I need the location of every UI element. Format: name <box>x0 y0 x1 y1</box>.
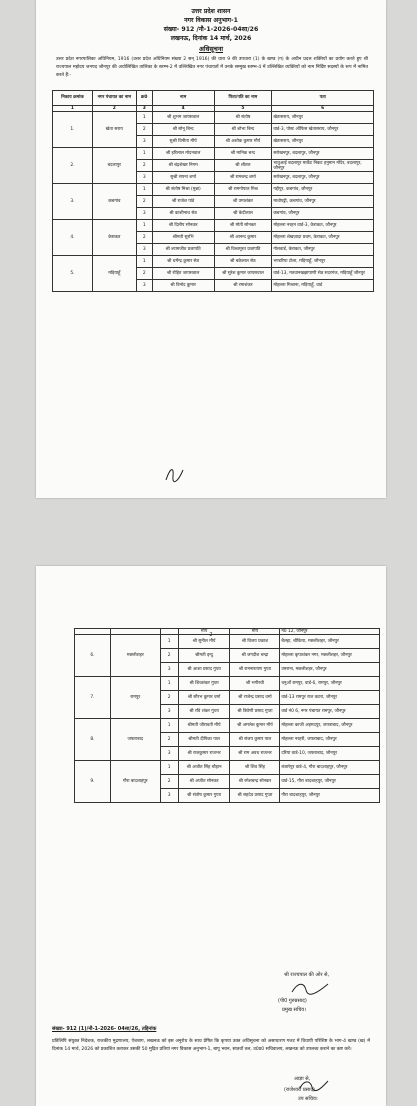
member-name: श्री धर्मेन्द्र कुमार सेठ <box>152 256 214 268</box>
father-or-husband-name: श्री अमलेश कुमार मौर्य <box>230 719 280 733</box>
member-name: श्री विनोद कुमार <box>152 280 214 292</box>
serial-number: 2 <box>160 691 178 705</box>
body-name: रामपुर <box>110 677 160 719</box>
address: उमराना, मछलीशहर, जौनपुर <box>280 663 380 677</box>
serial-number: 3 <box>160 663 178 677</box>
father-or-husband-name: श्री रमेशचन्द्र सोनकर <box>230 775 280 789</box>
member-name: श्री दिलीप सोनकर <box>152 220 214 232</box>
intro-paragraph: उत्तर प्रदेश नगरपालिका अधिनियम, 1916 (उत्तर प्रदेश अधिनियम संख्या 2 सन् 1916) की धारा 9 की उपधारा (1) के खण्ड (ग) के अधीन प्रदत्त शक्तियों का प्रयोग करते हुए श्री राज्यपाल महोदय जनपद जौनपुर की अधोलिखित तालिका के स्तम्भ-2 में उल्लिखित नगर पंचायतों में उनके सम्मुख स्तम्भ-4 में उल्लिखित व्यक्तियों को नाम निर्दिष्ट सदस्यों के रूप में नामित करते हैं:- <box>56 57 368 78</box>
address: वार्ड नं0 6, नगर पंचायत रामपुर, जौनपुर <box>280 705 380 719</box>
address: गद्दीपुर, कचगांव, जौनपुर <box>272 184 374 196</box>
body-number: 5. <box>53 256 93 292</box>
address: माधोपट्टी, कचगांव, जौनपुर <box>272 196 374 208</box>
body-name: गौरा बादशाहपुर <box>110 761 160 803</box>
serial-number: 2 <box>160 733 178 747</box>
table-row <box>53 184 374 196</box>
father-or-husband-name: श्री रमाशंकर <box>214 280 272 292</box>
member-name: श्री चंद्रशेखर निगम <box>152 160 214 172</box>
table-row <box>75 761 380 775</box>
member-name: श्री राजेश पांडे <box>152 196 214 208</box>
father-or-husband-name: श्री विश्वमूरत प्रजापति <box>214 244 272 256</box>
table-row <box>75 635 380 649</box>
column-header: क्र0 <box>136 91 152 106</box>
address: भातुआई बदलापुर मार्केट निकट हनुमान मंदिर, बदलापुर, जौनपुर <box>272 160 374 172</box>
address: मोहल्ला मिश्राना, मड़ियाहूँ, वार्ड <box>272 280 374 292</box>
member-name: श्री अजीत सोनकर <box>178 775 230 789</box>
member-name: श्री श्यामजीत प्रजापति <box>152 244 214 256</box>
table-row <box>75 719 380 733</box>
body-name: कचगांव <box>92 184 136 220</box>
father-or-husband-name: श्री जगदीश चन्द्रा <box>230 649 280 663</box>
serial-number: 1 <box>136 184 152 196</box>
member-name: श्रीमती सुरभि <box>152 232 214 244</box>
body-name: खेता सराय <box>92 112 136 148</box>
address: धनुआँ रामपुर, वार्ड-6, रामपुर, जौनपुर <box>280 677 380 691</box>
serial-number: 1 <box>160 719 178 733</box>
serial-number: 3 <box>136 244 152 256</box>
body-name: बदलापुर <box>92 148 136 184</box>
father-or-husband-name: श्री आनन्द कुमार <box>214 232 272 244</box>
serial-number: 1 <box>136 148 152 160</box>
address: बैलहा, चौकिया, मछलीशहर, जौनपुर <box>280 635 380 649</box>
father-or-husband-name: श्री भगीरथी <box>230 677 280 691</box>
member-name: श्री शुभम जायसवाल <box>152 112 214 124</box>
address: वार्ड-13 रामपुर राज कटरा, जौनपुर <box>280 691 380 705</box>
father-or-husband-name: श्री मोती सोनकर <box>214 220 272 232</box>
column-number: 4 <box>152 106 214 112</box>
header-row <box>53 91 374 106</box>
member-name: श्री शिवशंकर गुप्ता <box>178 677 230 691</box>
serial-number: 2 <box>160 775 178 789</box>
father-or-husband-name: श्री त्रिवेणी प्रसाद गुप्ता <box>230 705 280 719</box>
serial-number: 1 <box>136 112 152 124</box>
member-name: श्री आशा प्रसाद गुप्ता <box>178 663 230 677</box>
address: कचगांव, जौनपुर <box>272 208 374 220</box>
address: मोहल्ला काजी अहमदपुर, जफराबाद, जौनपुर <box>280 719 380 733</box>
copy-paragraph: प्रतिलिपि संयुक्त निदेशक, राजकीय मुद्रणालय, ऐशबाग, लखनऊ को इस अनुरोध के साथ प्रेषित कि कृपया उक्त अधिसूचना को असाधारण गजट में विधायी परिशिष्ट के भाग-4 खण्ड (ख) में दिनांक 14 मार्च, 2026 को प्रकाशित कराकर उसकी 50 मुद्रित प्रतियां नगर विकास अनुभाग-1, बापू भवन, सातवाँ तल, उ0प्र0 सचिवालय, लखनऊ को उपलब्ध कराने का कष्ट करें। <box>52 1039 370 1052</box>
member-name: सुश्री विनीता मौर्य <box>152 136 214 148</box>
member-name: श्री अजीत सिंह चौहान <box>178 761 230 775</box>
body-name: मछलीशहर <box>110 635 160 677</box>
serial-number: 1 <box>160 677 178 691</box>
column-number: 6 <box>272 106 374 112</box>
column-number: 5 <box>214 106 272 112</box>
reference-line: संख्या- 912 (1)/नौ-1-2026- 04सा/26, तद्दिनांक <box>52 1026 157 1032</box>
body-name: मड़ियाहूँ <box>92 256 136 292</box>
member-name: श्रीमती इन्दु <box>178 649 230 663</box>
column-number: 3 <box>136 106 152 112</box>
father-or-husband-name: श्री केदीलाल <box>214 208 272 220</box>
header-department: नगर विकास अनुभाग-1 <box>184 17 238 24</box>
serial-number: 2 <box>136 196 152 208</box>
signatory1-title: प्रमुख सचिव। <box>282 1007 307 1013</box>
address: दरिया वार्ड-10, जफराबाद, जौनपुर <box>280 747 380 761</box>
serial-number: 1 <box>160 761 178 775</box>
signatory1-name: (पी0 गुरुप्रसाद) <box>278 998 307 1004</box>
body-number: 7. <box>75 677 111 719</box>
member-name: श्री सुनील मौर्य <box>178 635 230 649</box>
table-row <box>53 112 374 124</box>
body-number: 1. <box>53 112 93 148</box>
initials-mark <box>164 464 186 484</box>
serial-number: 3 <box>160 789 178 803</box>
address: मोहल्ला नरहन वार्ड-3, केराकत, जौनपुर <box>272 220 374 232</box>
table-row <box>53 220 374 232</box>
column-number: 2 <box>92 106 136 112</box>
father-or-husband-name: श्री विजय प्रकाश <box>230 635 280 649</box>
governor-line: श्री राज्यपाल की ओर से, <box>284 972 330 978</box>
column-header: नगर पंचायत का नाम <box>92 91 136 106</box>
order-label: आज्ञा से, <box>294 1076 311 1082</box>
father-or-husband-name: श्री राजेन्द्र प्रसाद वर्मा <box>230 691 280 705</box>
serial-number: 2 <box>136 268 152 280</box>
carry-over-cell: नं0 12, जौनपुर <box>280 629 380 635</box>
member-name: श्रीमती जीरावती मौर्य <box>178 719 230 733</box>
serial-number: 2 <box>136 232 152 244</box>
serial-number: 3 <box>136 172 152 184</box>
body-number: 8. <box>75 719 111 761</box>
body-number: 3. <box>53 184 93 220</box>
table-row <box>53 256 374 268</box>
page-number: -2- <box>207 632 215 638</box>
carry-over-cell: मौर्य <box>178 629 230 635</box>
serial-number: 2 <box>160 649 178 663</box>
column-number: 1 <box>53 106 93 112</box>
father-or-husband-name: श्री सहदेव प्रसाद गुप्ता <box>230 789 280 803</box>
member-name: श्री राजकुमार राजभर <box>178 747 230 761</box>
serial-number: 3 <box>136 136 152 148</box>
father-or-husband-name: श्री सुरेश कुमार जायसवाल <box>214 268 272 280</box>
serial-number: 1 <box>136 220 152 232</box>
address: मोहल्ला शेखज़ादा प्रथम, केराकत, जौनपुर <box>272 232 374 244</box>
table-row <box>53 148 374 160</box>
table-row <box>75 677 380 691</box>
nominees-table-page-one <box>52 90 374 292</box>
header-government: उत्तर प्रदेश शासन <box>191 8 231 15</box>
nominees-table-page-two <box>74 628 380 803</box>
serial-number: 3 <box>136 280 152 292</box>
address: वार्ड-13, मतवानखझापाणी सेठ सदरगंज, मड़ियाहूँ जौनपुर <box>272 268 374 280</box>
member-name: सुश्री सपना शर्मा <box>152 172 214 184</box>
address: खेतासराय, जौनपुर <box>272 136 374 148</box>
father-or-husband-name: श्री शीतल <box>214 160 272 172</box>
body-number: 4. <box>53 220 93 256</box>
column-header: पिता/पति का नाम <box>214 91 272 106</box>
column-header: नाम <box>152 91 214 106</box>
body-name: जफराबाद <box>110 719 160 761</box>
father-or-husband-name: श्री अशोक कुमार मौर्य <box>214 136 272 148</box>
page-one <box>36 0 386 498</box>
father-or-husband-name: श्री शोभा बिन्द <box>214 124 272 136</box>
member-name: श्री सौरभ कुमार वर्मा <box>178 691 230 705</box>
address: वार्ड-3, पोस्ट ऑफिस खेतासराय, जौनपुर <box>272 124 374 136</box>
body-number: 6. <box>75 635 111 677</box>
address: गोलवार्ड, केराकत, जौनपुर <box>272 244 374 256</box>
column-header: निकाय क्रमांक <box>53 91 93 106</box>
father-or-husband-name: श्री रामचन्द्र शर्मा <box>214 172 272 184</box>
address: बंजारेपुर वार्ड-4, गौरा बादशाहपुर, जौनपुर <box>280 761 380 775</box>
signatory2-title: उप सचिव। <box>298 1096 318 1102</box>
father-or-husband-name: श्री बकेलाल सेठ <box>214 256 272 268</box>
signature-mark <box>290 980 330 996</box>
father-or-husband-name: श्री राम अवध राजभर <box>230 747 280 761</box>
header-date: लखनऊ, दिनांक 14 मार्च, 2026 <box>170 35 252 42</box>
carry-over-cell: मौर्य <box>230 629 280 635</box>
address: मोहल्ला नरहरी, जफराबाद, जौनपुर <box>280 733 380 747</box>
member-name: श्री रवि शंकर गुप्ता <box>178 705 230 719</box>
member-name: श्री हरिलाल मोदनवाल <box>152 148 214 160</box>
serial-number: 1 <box>160 635 178 649</box>
father-or-husband-name: श्री रामगोपाल मिश्र <box>214 184 272 196</box>
serial-number: 3 <box>160 705 178 719</box>
signatory2-name: (राजेश्वरी प्रसाद) <box>284 1087 315 1093</box>
address: मोहल्ला कृपाशंकर नगर, मछलीशहर, जौनपुर <box>280 649 380 663</box>
member-name: श्री सोनू बिन्द <box>152 124 214 136</box>
member-name: श्री रोहित जायसवाल <box>152 268 214 280</box>
address: सरोखनपुर, बदलापुर, जौनपुर <box>272 148 374 160</box>
serial-number: 2 <box>136 160 152 172</box>
father-or-husband-name: श्री शिव सिंह <box>230 761 280 775</box>
father-or-husband-name: श्री उमाशंकर <box>214 196 272 208</box>
father-or-husband-name: श्री मानिक चन्द <box>214 148 272 160</box>
notification-title: अधिसूचना <box>198 45 224 53</box>
address: सरोखनपुर, बदलापुर, जौनपुर <box>272 172 374 184</box>
member-name: श्रीमती दीपिका पाल <box>178 733 230 747</box>
serial-number: 3 <box>160 747 178 761</box>
serial-number: 3 <box>136 208 152 220</box>
father-or-husband-name: श्री रामनारायण गुप्ता <box>230 663 280 677</box>
member-name: श्री संतोष मिश्रा (मुन्ना) <box>152 184 214 196</box>
page-two <box>36 566 386 1106</box>
column-header: पता <box>272 91 374 106</box>
father-or-husband-name: श्री संतोष <box>214 112 272 124</box>
father-or-husband-name: श्री संजय कुमार पाल <box>230 733 280 747</box>
serial-number: 2 <box>136 124 152 136</box>
body-number: 2. <box>53 148 93 184</box>
address: खेतासराय, जौनपुर <box>272 112 374 124</box>
member-name: श्री काशीनाथ सेठ <box>152 208 214 220</box>
address: गौरा बादशाहपुर, जौनपुर <box>280 789 380 803</box>
address: भण्डरिया टोला, मड़ियाहूँ, जौनपुर <box>272 256 374 268</box>
body-name: केराकत <box>92 220 136 256</box>
serial-number: 1 <box>136 256 152 268</box>
header-reference-number: संख्या- 912 /नौ-1-2026-04सा/26 <box>163 26 259 33</box>
body-number: 9. <box>75 761 111 803</box>
member-name: श्री संतोष कुमार गुप्ता <box>178 789 230 803</box>
address: वार्ड-15, गौरा बादशाहपुर, जौनपुर <box>280 775 380 789</box>
